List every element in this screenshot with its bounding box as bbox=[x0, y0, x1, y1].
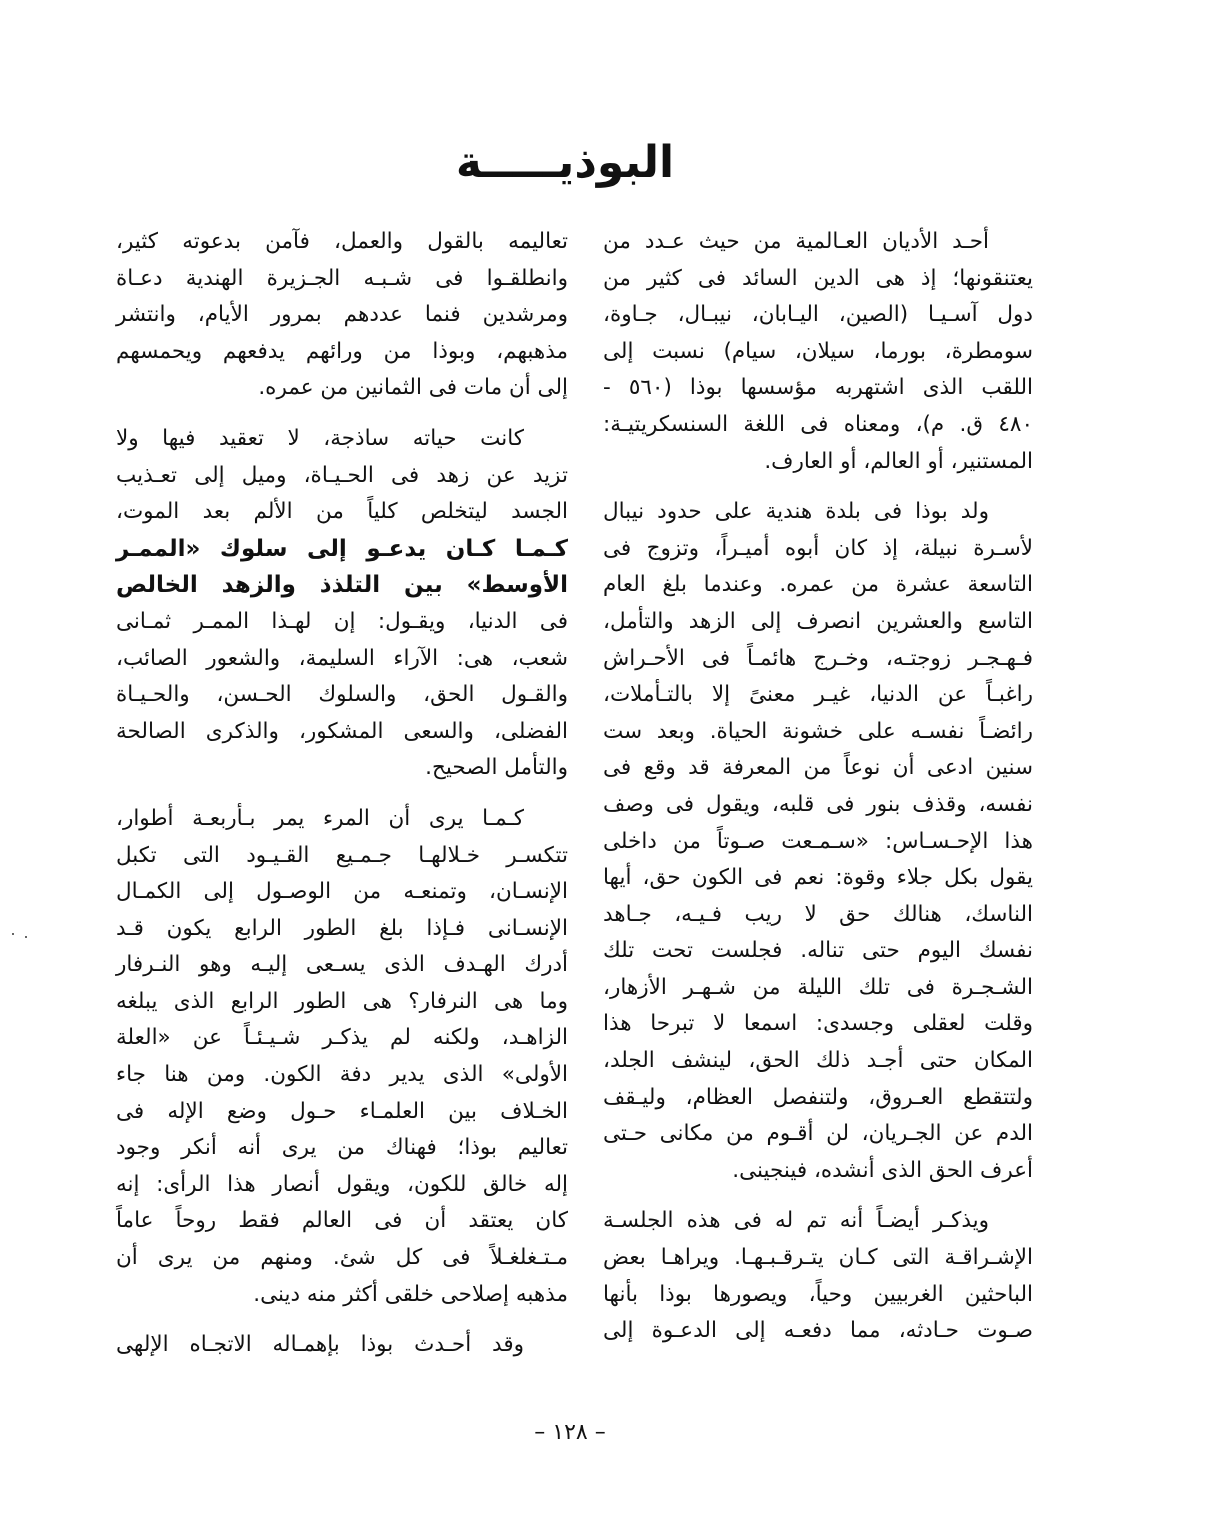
text-line: راغبـاً عن الدنيا، غيـر معنىً إلا بالتـأملات، bbox=[603, 682, 1033, 708]
paragraph bbox=[603, 1203, 1033, 1349]
text-line: إله خالق للكون، ويقول أنصار هذا الرأى: إنه bbox=[116, 1171, 568, 1197]
text-line: ولد بوذا فى بلدة هندية على حدود نيبال bbox=[603, 499, 989, 525]
text-line: شعب، هى: الآراء السليمة، والشعور الصائب، bbox=[116, 645, 568, 671]
text-line: الناسك، هنالك حق لا ريب فـيـه، جـاهد bbox=[603, 901, 1033, 927]
text-line: نفسك اليوم حتى تناله. فجلست تحت تلك bbox=[603, 938, 1033, 964]
text-line: المكان حتى أجـد ذلك الحق، لينشف الجلد، bbox=[603, 1048, 1033, 1074]
text-line: التاسعة عشرة من عمره. وعندما بلغ العام bbox=[603, 572, 1033, 598]
text-line: الزاهـد، ولكنه لم يذكـر شـيـئـاً عن «العلة bbox=[116, 1025, 568, 1051]
left-column bbox=[116, 224, 568, 1364]
text-line: سومطرة، بورما، سيلان، سيام) نسبت إلى bbox=[603, 338, 1033, 364]
text-line: مـتـغلغـلاً فى كل شئ. ومنهم من يرى أن bbox=[116, 1245, 568, 1271]
text-line: الدم عن الجـريان، لن أقـوم من مكانى حـتى bbox=[603, 1121, 1033, 1147]
text-line: الباحثين الغربيين وحياً، ويصورها بوذا بأنها bbox=[603, 1281, 1033, 1307]
text-line: الشـجـرة فى تلك الليلة من شـهـر الأزهار، bbox=[603, 974, 1033, 1000]
text-line: رائضـاً نفسـه على خشونة الحياة. وبعد ست bbox=[603, 718, 1033, 744]
emphasized-text-line: كـمـا كـان يدعـو إلى سلوك «الممـر bbox=[116, 535, 568, 562]
text-line: يقول بكل جلاء وقوة: نعم فى الكون حق، أيها bbox=[603, 865, 1033, 891]
right-column bbox=[603, 224, 1033, 1350]
text-line: كان يعتقد أن فى العالم فقط روحاً عاماً bbox=[116, 1208, 568, 1234]
text-line: تعاليمه بالقول والعمل، فآمن بدعوته كثير، bbox=[116, 229, 568, 254]
text-line: التاسع والعشرين انصرف إلى الزهد والتأمل، bbox=[603, 608, 1033, 634]
paragraph bbox=[603, 224, 1033, 480]
text-line: الإنسـانى فـإذا بلغ الطور الرابع يكون قـد bbox=[116, 915, 568, 941]
text-line: هذا الإحـسـاس: «سـمـعت صـوتاً من داخلى bbox=[603, 828, 1033, 854]
paragraph bbox=[116, 801, 568, 1313]
text-line: مذهبه إصلاحى خلقى أكثر منه دينى. bbox=[253, 1281, 568, 1307]
text-line: تتكسـر خـلالهـا جـمـيع القـيـود التى تكبل bbox=[116, 842, 568, 868]
text-line: أدرك الهـدف الذى يسـعى إليـه وهو النـرفار bbox=[116, 952, 568, 978]
text-line: تعاليم بوذا؛ فهناك من يرى أنه أنكر وجود bbox=[116, 1135, 568, 1161]
text-line: الجسد ليتخلص كلياً من الألم بعد الموت، bbox=[116, 499, 568, 525]
text-line: أحـد الأديان العـالمية من حيث عـدد من bbox=[603, 229, 989, 254]
text-line: وقلت لعقلى وجسدى: اسمعا لا تبرحا هذا bbox=[603, 1011, 1033, 1037]
text-line: والقـول الحق، والسلوك الحـسن، والحـيـاة bbox=[116, 682, 568, 708]
text-line: الإنسـان، وتمنعـه من الوصـول إلى الكمـال bbox=[116, 879, 568, 905]
text-line: إلى أن مات فى الثمانين من عمره. bbox=[258, 375, 568, 401]
text-line: الخـلاف بين العلمـاء حـول وضع الإله فى bbox=[116, 1098, 568, 1124]
text-line: أعرف الحق الذى أنشده، فينجينى. bbox=[732, 1157, 1033, 1183]
page-number: – ١٢٨ – bbox=[534, 1420, 606, 1445]
text-line: وانطلقـوا فى شـبـه الجـزيرة الهندية دعـاة bbox=[116, 265, 568, 291]
text-line: الأولى» الذى يدير دفة الكون. ومن هنا جاء bbox=[116, 1062, 568, 1088]
text-line: صـوت حـادثه، مما دفعـه إلى الدعـوة إلى bbox=[603, 1318, 1033, 1344]
text-line: ومرشدين فنما عددهم بمرور الأيام، وانتشر bbox=[116, 302, 568, 328]
text-line: لأسـرة نبيلة، إذ كان أبوه أميـراً، وتزوج فى bbox=[603, 535, 1033, 561]
text-line: وما هى النرفار؟ هى الطور الرابع الذى يبلغه bbox=[116, 988, 568, 1014]
text-line: المستنير، أو العالم، أو العارف. bbox=[764, 448, 1033, 474]
text-line: ولتتقطع العـروق، ولتنفصل العظام، وليـقف bbox=[603, 1084, 1033, 1110]
text-line: كانت حياته ساذجة، لا تعقيد فيها ولا bbox=[116, 425, 524, 451]
text-line: الإشـراقـة التى كـان يتـرقـبـهـا. ويراهـا بعض bbox=[603, 1245, 1033, 1271]
text-line: نفسه، وقذف بنور فى قلبه، ويقول فى وصف bbox=[603, 791, 1033, 817]
text-line: ٤٨٠ ق. م)، ومعناه فى اللغة السنسكريتيـة: bbox=[603, 411, 1033, 437]
scan-artifact bbox=[25, 936, 27, 938]
text-line: سنين ادعى أن نوعاً من المعرفة قد وقع فى bbox=[603, 755, 1033, 781]
text-line: فى الدنيا، ويقـول: إن لهـذا الممـر ثمـانى bbox=[116, 608, 568, 634]
page-title: البوذيـــــة bbox=[455, 137, 675, 188]
text-line: مذهبهم، وبوذا من ورائهم يدفعهم ويحمسهم bbox=[116, 338, 568, 364]
paragraph bbox=[116, 421, 568, 787]
text-line: ويذكـر أيضـاً أنه تم له فى هذه الجلسـة bbox=[603, 1208, 989, 1234]
text-line: وقد أحـدث بوذا بإهمـاله الاتجـاه الإلهى bbox=[116, 1332, 524, 1358]
emphasized-text-line: الأوسط» بين التلذذ والزهد الخالص bbox=[116, 572, 568, 599]
text-line: دول آسـيـا (الصين، اليـابان، نيبـال، جـاوة، bbox=[603, 302, 1033, 328]
scan-artifact bbox=[12, 933, 14, 935]
text-line: تزيد عن زهد فى الحـيـاة، وميل إلى تعـذيب bbox=[116, 462, 568, 488]
paragraph bbox=[116, 224, 568, 407]
text-line: الفضلى، والسعى المشكور، والذكرى الصالحة bbox=[116, 718, 568, 744]
text-line: كـمـا يرى أن المرء يمر بـأربعـة أطوار، bbox=[116, 805, 524, 831]
text-line: اللقب الذى اشتهربه مؤسسها بوذا (٥٦٠ - bbox=[603, 375, 1034, 401]
paragraph bbox=[603, 494, 1033, 1189]
paragraph bbox=[116, 1327, 568, 1364]
text-line: يعتنقونها؛ إذ هى الدين السائد فى كثير من bbox=[603, 265, 1033, 291]
text-line: فـهـجـر زوجتـه، وخـرج هائمـاً فى الأحـراش bbox=[603, 645, 1033, 671]
text-line: والتأمل الصحيح. bbox=[425, 755, 568, 781]
